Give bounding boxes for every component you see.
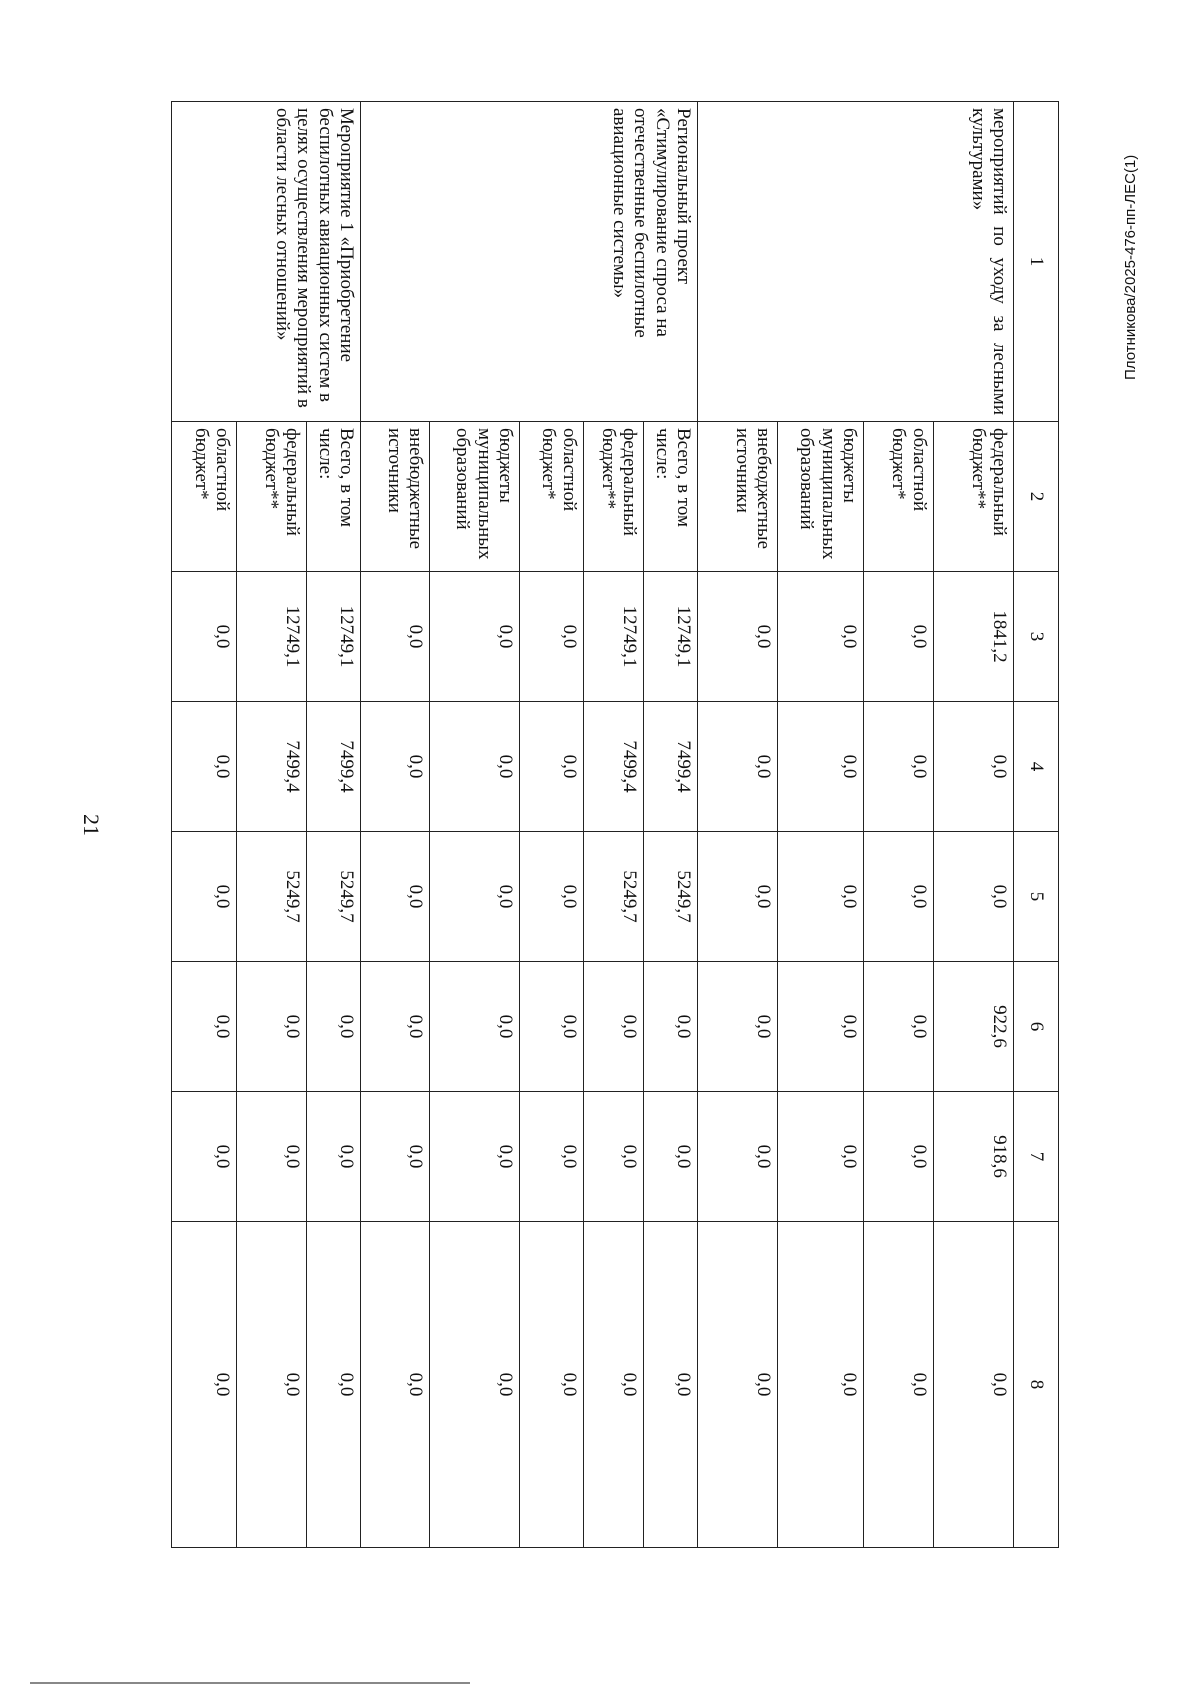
value-cell: 0,0 bbox=[778, 702, 864, 832]
value-cell: 12749,1 bbox=[237, 572, 307, 702]
value-cell: 0,0 bbox=[430, 702, 520, 832]
value-cell: 0,0 bbox=[644, 962, 698, 1092]
value-cell: 0,0 bbox=[644, 1092, 698, 1222]
value-cell: 0,0 bbox=[864, 962, 934, 1092]
group-title-cell bbox=[698, 102, 1014, 422]
source-cell: федеральный бюджет** bbox=[934, 422, 1014, 572]
source-cell: областной бюджет* bbox=[864, 422, 934, 572]
value-cell: 0,0 bbox=[864, 572, 934, 702]
value-cell: 7499,4 bbox=[584, 702, 644, 832]
value-cell: 0,0 bbox=[361, 572, 430, 702]
value-cell: 0,0 bbox=[584, 962, 644, 1092]
value-cell: 0,0 bbox=[864, 1092, 934, 1222]
value-cell: 0,0 bbox=[778, 962, 864, 1092]
value-cell: 0,0 bbox=[172, 832, 237, 962]
value-cell: 5249,7 bbox=[237, 832, 307, 962]
group-title: мероприятий по уходу за лесными культурами» bbox=[967, 108, 1010, 415]
header-cell: 3 bbox=[1014, 572, 1059, 702]
value-cell: 12749,1 bbox=[644, 572, 698, 702]
value-cell: 0,0 bbox=[698, 962, 778, 1092]
value-cell: 0,0 bbox=[237, 1222, 307, 1548]
value-cell: 0,0 bbox=[361, 832, 430, 962]
value-cell: 0,0 bbox=[934, 702, 1014, 832]
value-cell: 0,0 bbox=[307, 1222, 361, 1548]
value-cell: 0,0 bbox=[584, 1222, 644, 1548]
value-cell: 0,0 bbox=[237, 962, 307, 1092]
value-cell: 0,0 bbox=[520, 1222, 584, 1548]
value-cell: 0,0 bbox=[307, 1092, 361, 1222]
group-title-cell bbox=[172, 102, 361, 422]
value-cell: 0,0 bbox=[698, 832, 778, 962]
value-cell: 0,0 bbox=[520, 1092, 584, 1222]
value-cell: 0,0 bbox=[698, 702, 778, 832]
value-cell: 0,0 bbox=[237, 1092, 307, 1222]
value-cell: 0,0 bbox=[520, 572, 584, 702]
value-cell: 0,0 bbox=[520, 832, 584, 962]
source-cell: бюджеты муниципальных образований bbox=[778, 422, 864, 572]
value-cell: 5249,7 bbox=[584, 832, 644, 962]
value-cell: 0,0 bbox=[430, 1092, 520, 1222]
budget-table bbox=[171, 101, 1059, 1548]
table-row bbox=[307, 102, 361, 1548]
value-cell: 0,0 bbox=[864, 702, 934, 832]
value-cell: 0,0 bbox=[430, 832, 520, 962]
value-cell: 5249,7 bbox=[644, 832, 698, 962]
value-cell: 1841,2 bbox=[934, 572, 1014, 702]
value-cell: 0,0 bbox=[430, 962, 520, 1092]
value-cell: 0,0 bbox=[172, 1092, 237, 1222]
value-cell: 0,0 bbox=[864, 1222, 934, 1548]
page-number: 21 bbox=[79, 814, 104, 836]
header-cell: 4 bbox=[1014, 702, 1059, 832]
value-cell: 0,0 bbox=[172, 572, 237, 702]
source-cell: Всего, в том числе: bbox=[307, 422, 361, 572]
value-cell: 0,0 bbox=[698, 1222, 778, 1548]
source-cell: внебюджетные источники bbox=[698, 422, 778, 572]
value-cell: 0,0 bbox=[361, 702, 430, 832]
value-cell: 7499,4 bbox=[307, 702, 361, 832]
source-cell: федеральный бюджет** bbox=[584, 422, 644, 572]
value-cell: 0,0 bbox=[361, 962, 430, 1092]
value-cell: 0,0 bbox=[778, 1222, 864, 1548]
source-cell: внебюджетные источники bbox=[361, 422, 430, 572]
value-cell: 0,0 bbox=[307, 962, 361, 1092]
value-cell: 12749,1 bbox=[584, 572, 644, 702]
document-stamp-text: Плотникова/2025-476-пп-ЛЕС(1) bbox=[1122, 154, 1139, 380]
value-cell: 0,0 bbox=[430, 1222, 520, 1548]
value-cell: 0,0 bbox=[584, 1092, 644, 1222]
table-row bbox=[934, 102, 1014, 1548]
table-row bbox=[644, 102, 698, 1548]
rotated-table-container bbox=[171, 101, 1059, 1547]
value-cell: 0,0 bbox=[864, 832, 934, 962]
value-cell: 0,0 bbox=[172, 1222, 237, 1548]
source-cell: областной бюджет* bbox=[520, 422, 584, 572]
value-cell: 0,0 bbox=[361, 1092, 430, 1222]
header-cell: 1 bbox=[1014, 102, 1059, 422]
header-cell: 8 bbox=[1014, 1222, 1059, 1548]
header-cell: 7 bbox=[1014, 1092, 1059, 1222]
scan-edge-line bbox=[30, 1682, 470, 1684]
value-cell: 0,0 bbox=[644, 1222, 698, 1548]
value-cell: 922,6 bbox=[934, 962, 1014, 1092]
group-title-cell bbox=[361, 102, 698, 422]
source-cell: бюджеты муниципальных образований bbox=[430, 422, 520, 572]
value-cell: 7499,4 bbox=[644, 702, 698, 832]
value-cell: 0,0 bbox=[778, 1092, 864, 1222]
value-cell: 918,6 bbox=[934, 1092, 1014, 1222]
header-cell: 2 bbox=[1014, 422, 1059, 572]
value-cell: 7499,4 bbox=[237, 702, 307, 832]
value-cell: 0,0 bbox=[520, 962, 584, 1092]
value-cell: 0,0 bbox=[934, 832, 1014, 962]
value-cell: 0,0 bbox=[361, 1222, 430, 1548]
group-title: Региональный проект «Стимулирование спроса на отечественные беспилотные авиационные системы» bbox=[609, 108, 694, 338]
header-cell: 6 bbox=[1014, 962, 1059, 1092]
source-cell: федеральный бюджет** bbox=[237, 422, 307, 572]
header-cell: 5 bbox=[1014, 832, 1059, 962]
value-cell: 0,0 bbox=[520, 702, 584, 832]
value-cell: 0,0 bbox=[172, 702, 237, 832]
header-row bbox=[1014, 102, 1059, 1548]
value-cell: 0,0 bbox=[934, 1222, 1014, 1548]
value-cell: 0,0 bbox=[698, 1092, 778, 1222]
value-cell: 0,0 bbox=[778, 832, 864, 962]
value-cell: 0,0 bbox=[778, 572, 864, 702]
value-cell: 12749,1 bbox=[307, 572, 361, 702]
value-cell: 0,0 bbox=[430, 572, 520, 702]
source-cell: Всего, в том числе: bbox=[644, 422, 698, 572]
value-cell: 0,0 bbox=[172, 962, 237, 1092]
group-title: Мероприятие 1 «Приобретение беспилотных авиационных систем в целях осуществления мероприятий в области лесных отношений» bbox=[272, 108, 357, 408]
document-stamp bbox=[1122, 154, 1139, 390]
source-cell: областной бюджет* bbox=[172, 422, 237, 572]
value-cell: 5249,7 bbox=[307, 832, 361, 962]
value-cell: 0,0 bbox=[698, 572, 778, 702]
